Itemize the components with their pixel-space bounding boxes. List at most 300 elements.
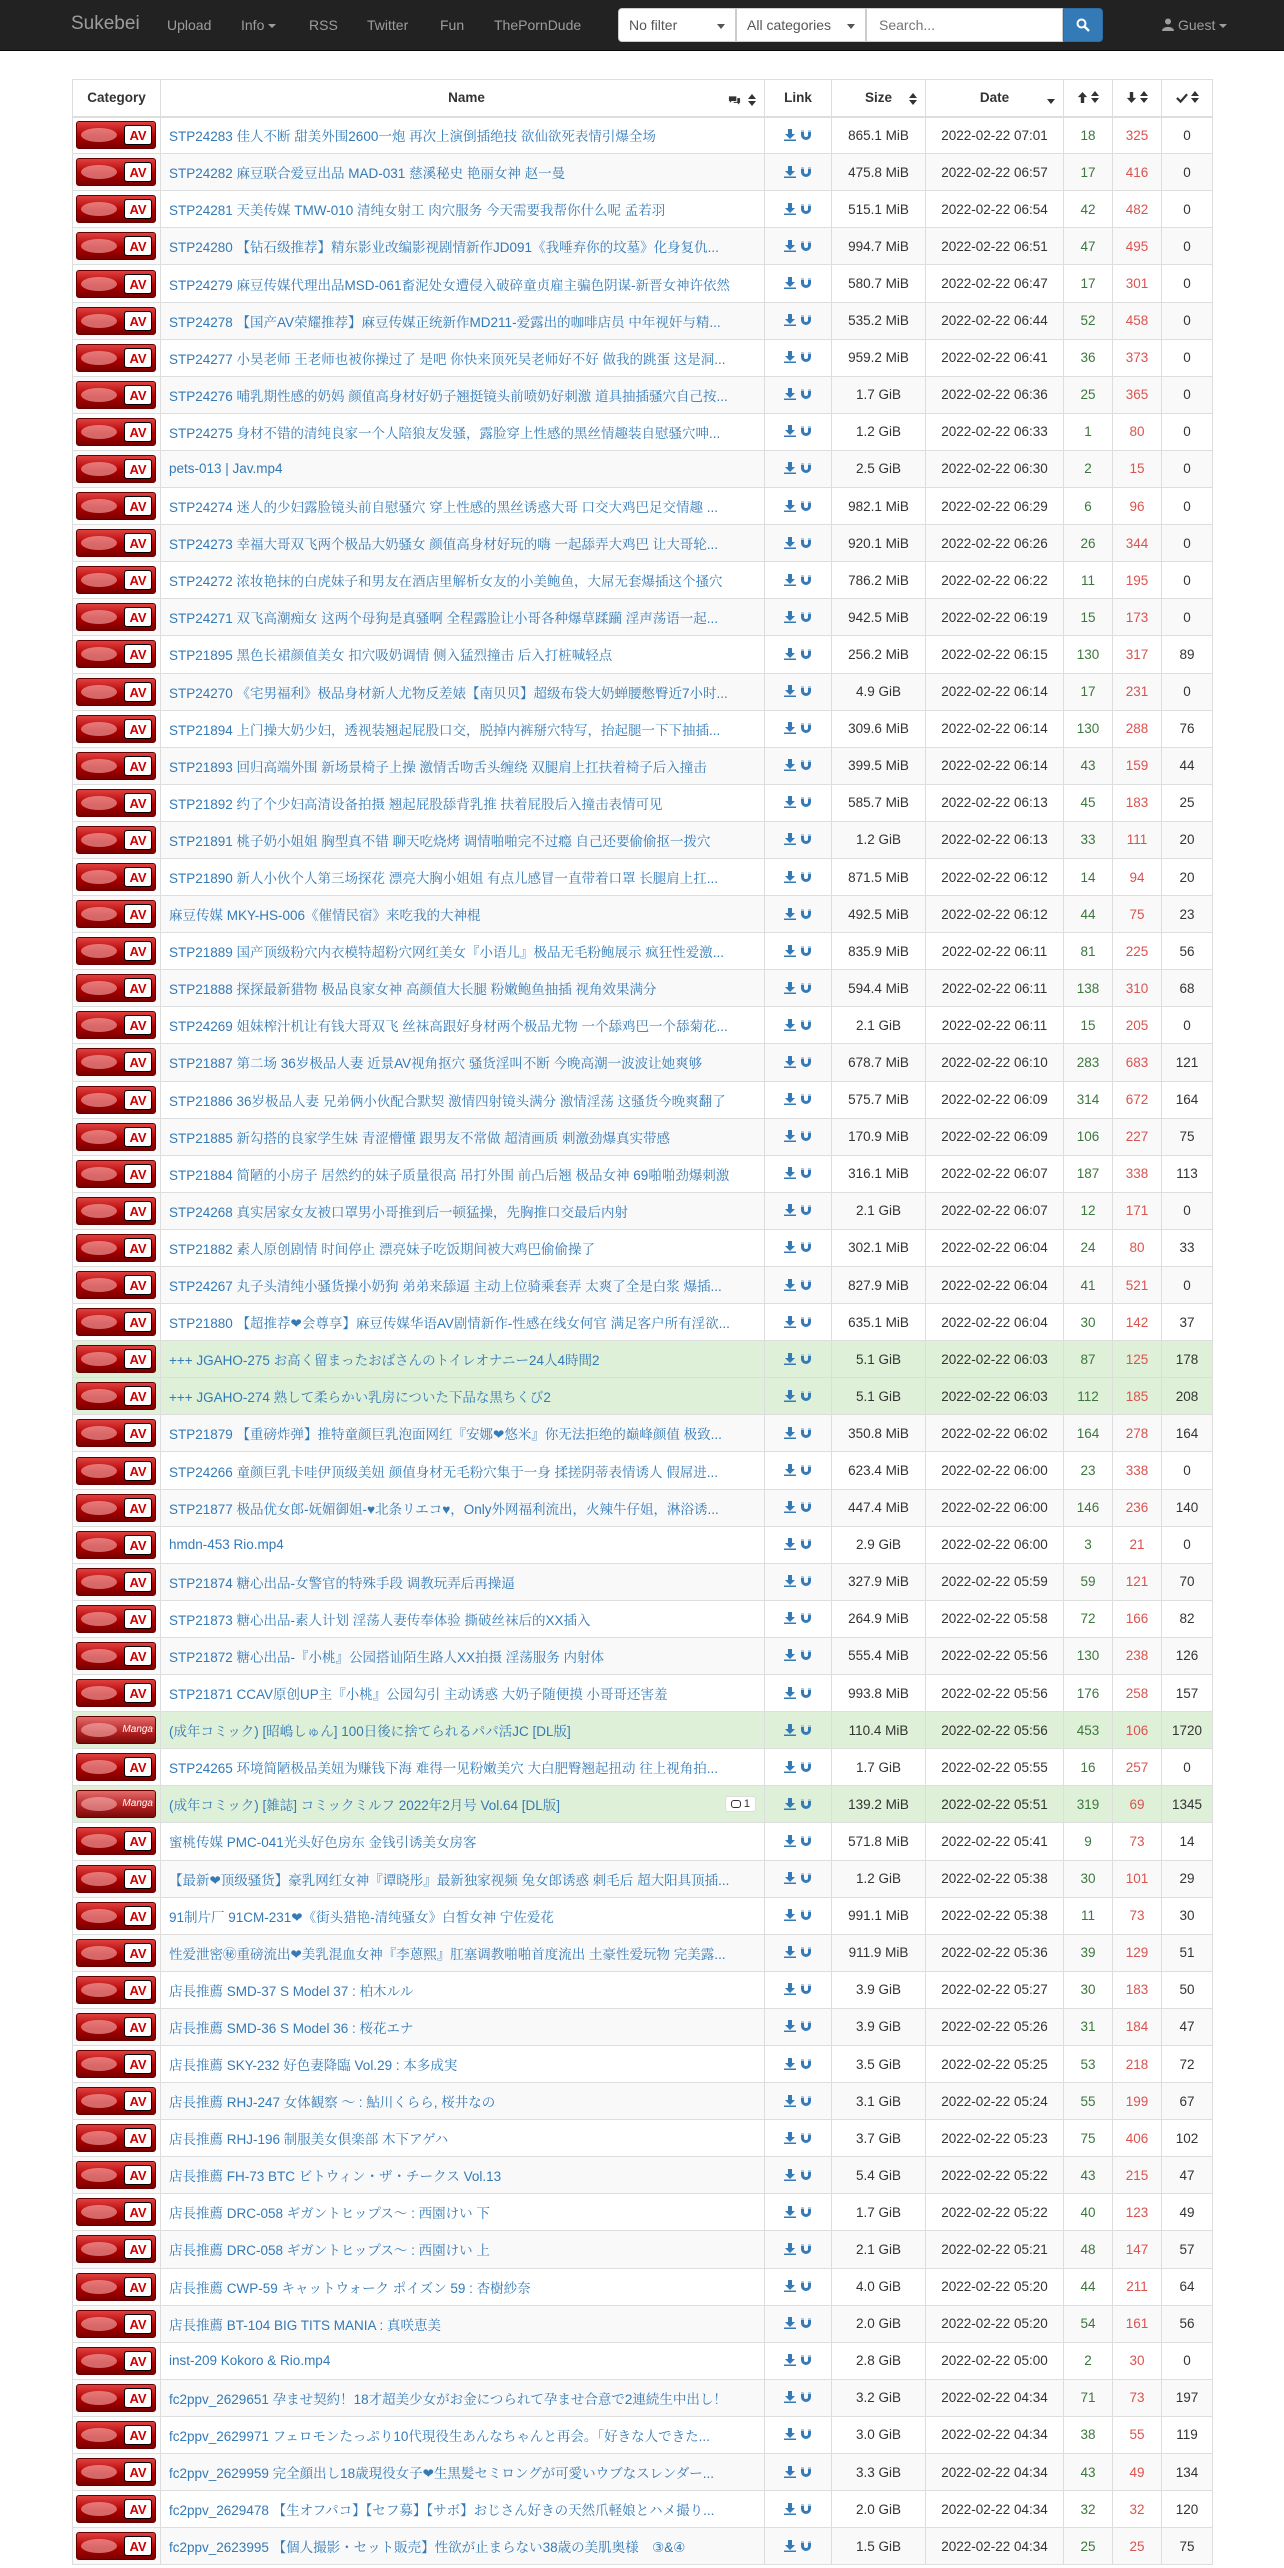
download-icon[interactable] bbox=[784, 2169, 796, 2181]
category-badge-av[interactable] bbox=[76, 307, 156, 335]
torrent-name-link[interactable]: STP21889 国产顶级粉穴内衣模特超粉穴网红美女『小语儿』极品无毛粉鲍展示 疯狂性爱激... bbox=[169, 945, 725, 961]
torrent-name-link[interactable]: STP21874 糖心出品-女警官的特殊手段 调教玩弄后再操逼 bbox=[169, 1575, 515, 1591]
torrent-name-link[interactable]: STP21893 回归高端外围 新场景椅子上操 激情舌吻舌头缠绕 双腿肩上扛扶着椅子后入撞击 bbox=[169, 759, 707, 775]
torrent-name-link[interactable]: STP21888 探探最新猎物 极品良家女神 高颜值大长腿 粉嫩鲍鱼抽插 视角效果满分 bbox=[169, 982, 657, 998]
user-menu[interactable] bbox=[1162, 17, 1227, 33]
magnet-icon[interactable] bbox=[800, 1724, 812, 1736]
magnet-icon[interactable] bbox=[800, 722, 812, 734]
torrent-name-link[interactable]: +++ JGAHO-274 熟して柔らかい乳房についた下品な黒ちくび2 bbox=[169, 1390, 551, 1406]
category-badge-av[interactable] bbox=[76, 863, 156, 891]
torrent-name-link[interactable]: STP24282 麻豆联合爱豆出品 MAD-031 慈溪秘史 艳丽女神 赵一曼 bbox=[169, 166, 566, 182]
magnet-icon[interactable] bbox=[800, 648, 812, 660]
category-badge-av[interactable] bbox=[76, 121, 156, 149]
download-icon[interactable] bbox=[784, 203, 796, 215]
category-badge-av[interactable] bbox=[76, 1457, 156, 1485]
magnet-icon[interactable] bbox=[800, 1983, 812, 1995]
torrent-name-link[interactable]: pets-013 | Jav.mp4 bbox=[169, 461, 283, 477]
torrent-name-link[interactable]: STP21880 【超推荐❤会尊享】麻豆传媒华语AV剧情新作-性感在线女何官 满足客户所有淫欲... bbox=[169, 1316, 730, 1332]
torrent-name-link[interactable]: 店長推薦 RHJ-196 制服美女倶楽部 木下アゲハ bbox=[169, 2132, 449, 2148]
magnet-icon[interactable] bbox=[800, 462, 812, 474]
magnet-icon[interactable] bbox=[800, 1649, 812, 1661]
category-badge-av[interactable] bbox=[76, 1197, 156, 1225]
magnet-icon[interactable] bbox=[800, 425, 812, 437]
category-badge-av[interactable] bbox=[76, 1939, 156, 1967]
category-badge-av[interactable] bbox=[76, 2124, 156, 2152]
torrent-name-link[interactable]: 店長推薦 DRC-058 ギガントヒップス～ : 西園けい 下 bbox=[169, 2206, 490, 2222]
download-icon[interactable] bbox=[784, 2206, 796, 2218]
magnet-icon[interactable] bbox=[800, 611, 812, 623]
torrent-name-link[interactable]: STP21884 简陋的小房子 居然约的妹子质量很高 吊打外围 前凸后翘 极品女神 69啪啪劲爆刺激 bbox=[169, 1167, 730, 1183]
torrent-name-link[interactable]: 店長推薦 BT-104 BIG TITS MANIA : 真咲恵美 bbox=[169, 2317, 442, 2333]
magnet-icon[interactable] bbox=[800, 1612, 812, 1624]
magnet-icon[interactable] bbox=[800, 982, 812, 994]
category-badge-av[interactable] bbox=[76, 900, 156, 928]
magnet-icon[interactable] bbox=[800, 500, 812, 512]
download-icon[interactable] bbox=[784, 2466, 796, 2478]
date-cell: 2022-02-22 05:56 bbox=[926, 1637, 1064, 1674]
nav-fun[interactable]: Fun bbox=[440, 17, 465, 33]
torrent-name-link[interactable]: hmdn-453 Rio.mp4 bbox=[169, 1537, 284, 1553]
badge-image bbox=[81, 1909, 117, 1923]
download-icon[interactable] bbox=[784, 2317, 796, 2329]
category-badge-av[interactable] bbox=[76, 1902, 156, 1930]
magnet-icon[interactable] bbox=[800, 2391, 812, 2403]
category-badge-av[interactable] bbox=[76, 937, 156, 965]
download-icon[interactable] bbox=[784, 2354, 796, 2366]
download-icon[interactable] bbox=[784, 1687, 796, 1699]
torrent-name-link[interactable]: STP21871 CCAV原创UP主『小桃』公园勾引 主动诱惑 大奶子随便摸 小哥哥还害羞 bbox=[169, 1687, 668, 1703]
magnet-icon[interactable] bbox=[800, 1687, 812, 1699]
torrent-name-link[interactable]: STP24275 身材不错的清纯良家一个人陪狼友发骚，露脸穿上性感的黑丝情趣装自慰骚穴呻... bbox=[169, 425, 721, 441]
download-icon[interactable] bbox=[784, 462, 796, 474]
search-input[interactable] bbox=[866, 8, 1063, 42]
download-icon[interactable] bbox=[784, 2280, 796, 2292]
torrent-name-link[interactable]: STP21886 36岁极品人妻 兄弟俩小伙配合默契 激情四射镜头满分 激情淫荡 这骚货今晚爽翻了 bbox=[169, 1093, 726, 1109]
magnet-icon[interactable] bbox=[800, 1241, 812, 1253]
download-icon[interactable] bbox=[784, 1316, 796, 1328]
category-badge-av[interactable] bbox=[76, 2495, 156, 2523]
torrent-name-link[interactable]: STP24273 幸福大哥双飞两个极品大奶骚女 颜值高身材好玩的嗨 一起舔弄大鸡巴 让大哥轮... bbox=[169, 537, 719, 553]
category-badge-manga[interactable] bbox=[76, 1716, 156, 1744]
torrent-name-link[interactable]: STP21872 糖心出品-『小桃』公园搭讪陌生路人XX拍摄 淫荡服务 内射体 bbox=[169, 1649, 605, 1665]
torrent-name-link[interactable]: STP24271 双飞高潮痴女 这两个母狗是真骚啊 全程露脸让小哥各种爆草蹂躏 淫声荡语一起... bbox=[169, 611, 719, 627]
category-badge-av[interactable] bbox=[76, 1086, 156, 1114]
torrent-name-link[interactable]: fc2ppv_2629959 完全顔出し18歳現役女子❤生黒髪セミロングが可愛いウブなスレンダー... bbox=[169, 2466, 715, 2482]
category-badge-av[interactable] bbox=[76, 2013, 156, 2041]
torrent-name-link[interactable]: +++ JGAHO-275 お高く留まったおばさんのトイレオナニー24人4時間2 bbox=[169, 1353, 600, 1369]
download-icon[interactable] bbox=[784, 1019, 796, 1031]
category-badge-av[interactable] bbox=[76, 789, 156, 817]
download-icon[interactable] bbox=[784, 759, 796, 771]
magnet-icon[interactable] bbox=[800, 1798, 812, 1810]
seeders-cell: 40 bbox=[1064, 2194, 1113, 2231]
category-badge-av[interactable] bbox=[76, 1605, 156, 1633]
category-badge-av[interactable] bbox=[76, 603, 156, 631]
header-size[interactable] bbox=[832, 80, 926, 117]
download-icon[interactable] bbox=[784, 314, 796, 326]
download-icon[interactable] bbox=[784, 1946, 796, 1958]
torrent-name-link[interactable]: 性爱泄密㊙重磅流出❤美乳混血女神『李蒽熙』肛塞调教啪啪首度流出 土豪性爱玩物 完美露... bbox=[169, 1946, 726, 1962]
download-icon[interactable] bbox=[784, 945, 796, 957]
magnet-icon[interactable] bbox=[800, 537, 812, 549]
magnet-icon[interactable] bbox=[800, 945, 812, 957]
magnet-icon[interactable] bbox=[800, 2020, 812, 2032]
torrent-name-link[interactable]: STP24267 丸子头清纯小骚货操小奶狗 弟弟来舔逼 主动上位骑乘套弄 太爽了全是白浆 爆插... bbox=[169, 1279, 722, 1295]
category-badge-av[interactable] bbox=[76, 418, 156, 446]
torrent-name-link[interactable]: (成年コミック) [雑誌] コミックミルフ 2022年2月号 Vol.64 [DL版] bbox=[169, 1798, 561, 1814]
header-name[interactable] bbox=[161, 80, 765, 117]
category-badge-av[interactable] bbox=[76, 2050, 156, 2078]
torrent-name-link[interactable]: fc2ppv_2629478 【生オフパコ】【セフ募】【サボ】おじさん好きの天然爪軽娘とハメ撮り... bbox=[169, 2503, 715, 2519]
magnet-icon[interactable] bbox=[800, 1946, 812, 1958]
category-badge-av[interactable] bbox=[76, 974, 156, 1002]
header-seeders[interactable] bbox=[1064, 80, 1113, 117]
magnet-icon[interactable] bbox=[800, 2095, 812, 2107]
magnet-icon[interactable] bbox=[800, 1427, 812, 1439]
download-icon[interactable] bbox=[784, 2428, 796, 2440]
magnet-icon[interactable] bbox=[800, 166, 812, 178]
category-badge-av[interactable] bbox=[76, 1271, 156, 1299]
header-leechers[interactable] bbox=[1113, 80, 1162, 117]
torrent-name-link[interactable]: 店長推薦 FH-73 BTC ビトウィン・ザ・チークス Vol.13 bbox=[169, 2169, 502, 2185]
torrent-name-link[interactable]: STP24278 【国产AV荣耀推荐】麻豆传媒正统新作MD211-爱露出的咖啡店员 中年视奸与精... bbox=[169, 314, 721, 330]
torrent-name-link[interactable]: 店長推薦 SMD-37 S Model 37 : 柏木ルル bbox=[169, 1983, 414, 1999]
category-badge-av[interactable] bbox=[76, 381, 156, 409]
torrent-name-link[interactable]: 麻豆传媒 MKY-HS-006《催情民宿》来吃我的大神棍 bbox=[169, 908, 481, 924]
badge-image bbox=[81, 314, 117, 328]
magnet-icon[interactable] bbox=[800, 2317, 812, 2329]
category-badge-av[interactable] bbox=[76, 1679, 156, 1707]
category-badge-av[interactable] bbox=[76, 2235, 156, 2263]
category-badge-av[interactable] bbox=[76, 566, 156, 594]
download-icon[interactable] bbox=[784, 982, 796, 994]
magnet-icon[interactable] bbox=[800, 685, 812, 697]
download-icon[interactable] bbox=[784, 500, 796, 512]
category-badge-av[interactable] bbox=[76, 2161, 156, 2189]
magnet-icon[interactable] bbox=[800, 574, 812, 586]
category-badge-av[interactable] bbox=[76, 344, 156, 372]
magnet-icon[interactable] bbox=[800, 2169, 812, 2181]
download-icon[interactable] bbox=[784, 277, 796, 289]
badge-image bbox=[81, 277, 117, 291]
torrent-name-link[interactable]: STP24276 哺乳期性感的奶妈 颜值高身材好奶子翘挺镜头前喷奶好刺激 道具抽插骚穴自己按... bbox=[169, 388, 728, 404]
category-select[interactable] bbox=[736, 8, 866, 42]
magnet-icon[interactable] bbox=[800, 1093, 812, 1105]
download-icon[interactable] bbox=[784, 1241, 796, 1253]
download-icon[interactable] bbox=[784, 1872, 796, 1884]
magnet-icon[interactable] bbox=[800, 1019, 812, 1031]
category-badge-av[interactable] bbox=[76, 1382, 156, 1410]
magnet-icon[interactable] bbox=[800, 2280, 812, 2292]
download-icon[interactable] bbox=[784, 1353, 796, 1365]
category-badge-av[interactable] bbox=[76, 1827, 156, 1855]
magnet-icon[interactable] bbox=[800, 2206, 812, 2218]
torrent-name-link[interactable]: STP21882 素人原创剧情 时间停止 漂亮妹子吃饭期间被大鸡巴偷偷操了 bbox=[169, 1241, 596, 1257]
link-cell bbox=[765, 747, 832, 784]
download-icon[interactable] bbox=[784, 1575, 796, 1587]
torrent-name-link[interactable]: fc2ppv_2623995 【個人撮影・セット販売】性欲が止まらない38歳の美肌奥様 ③&④ bbox=[169, 2540, 686, 2556]
download-icon[interactable] bbox=[784, 611, 796, 623]
magnet-icon[interactable] bbox=[800, 796, 812, 808]
download-icon[interactable] bbox=[784, 908, 796, 920]
magnet-icon[interactable] bbox=[800, 1501, 812, 1513]
sort-icon[interactable] bbox=[748, 94, 756, 106]
magnet-icon[interactable] bbox=[800, 129, 812, 141]
torrent-name-link[interactable]: 店長推薦 SKY-232 好色妻降臨 Vol.29 : 本多成実 bbox=[169, 2058, 458, 2074]
download-icon[interactable] bbox=[784, 1835, 796, 1847]
category-badge-av[interactable] bbox=[76, 1568, 156, 1596]
category-badge-av[interactable] bbox=[76, 1048, 156, 1076]
search-button[interactable] bbox=[1063, 8, 1103, 42]
magnet-icon[interactable] bbox=[800, 2466, 812, 2478]
magnet-icon[interactable] bbox=[800, 1835, 812, 1847]
magnet-icon[interactable] bbox=[800, 277, 812, 289]
magnet-icon[interactable] bbox=[800, 1575, 812, 1587]
category-badge-av[interactable] bbox=[76, 195, 156, 223]
magnet-icon[interactable] bbox=[800, 388, 812, 400]
torrent-name-link[interactable]: STP24265 环境简陋极品美妞为赚钱下海 难得一见粉嫩美穴 大白肥臀翘起扭动 往上视角拍... bbox=[169, 1761, 719, 1777]
torrent-name-link[interactable]: STP24274 迷人的少妇露脸镜头前自慰骚穴 穿上性感的黑丝诱惑大哥 口交大鸡巴足交情趣 ... bbox=[169, 500, 719, 516]
category-badge-av[interactable] bbox=[76, 1160, 156, 1188]
magnet-icon[interactable] bbox=[800, 203, 812, 215]
torrent-name-link[interactable]: STP24269 姐妹榨汁机让有钱大哥双飞 丝袜高跟好身材两个极品尤物 一个舔鸡巴一个舔菊花... bbox=[169, 1019, 728, 1035]
nav-rss[interactable]: RSS bbox=[309, 17, 338, 33]
download-icon[interactable] bbox=[784, 240, 796, 252]
nav-info[interactable] bbox=[241, 17, 276, 33]
category-badge-av[interactable] bbox=[76, 640, 156, 668]
download-icon[interactable] bbox=[784, 2095, 796, 2107]
filter-select[interactable] bbox=[618, 8, 736, 42]
torrent-name-link[interactable]: inst-209 Kokoro & Rio.mp4 bbox=[169, 2353, 331, 2369]
download-icon[interactable] bbox=[784, 648, 796, 660]
category-badge-av[interactable] bbox=[76, 492, 156, 520]
download-icon[interactable] bbox=[784, 2391, 796, 2403]
magnet-icon[interactable] bbox=[800, 1316, 812, 1328]
torrent-name-link[interactable]: STP21891 桃子奶小姐姐 胸型真不错 聊天吃烧烤 调情啪啪完不过瘾 自己还要偷偷抠一拨穴 bbox=[169, 833, 711, 849]
category-badge-av[interactable] bbox=[76, 1308, 156, 1336]
magnet-icon[interactable] bbox=[800, 871, 812, 883]
nav-twitter[interactable]: Twitter bbox=[367, 17, 409, 33]
download-icon[interactable] bbox=[784, 796, 796, 808]
torrent-name-link[interactable]: STP24277 小昊老师 王老师也被你操过了 是吧 你快来顶死吴老师好不好 做我的跳蛋 这是洞... bbox=[169, 351, 726, 367]
torrent-name-link[interactable]: 店長推薦 RHJ-247 女体観察 ～ : 鮎川くらら, 桜井なの bbox=[169, 2095, 496, 2111]
magnet-icon[interactable] bbox=[800, 1056, 812, 1068]
category-badge-av[interactable] bbox=[76, 2273, 156, 2301]
category-badge-manga[interactable] bbox=[76, 1790, 156, 1818]
date-cell: 2022-02-22 05:58 bbox=[926, 1600, 1064, 1637]
download-icon[interactable] bbox=[784, 1798, 796, 1810]
category-badge-av[interactable] bbox=[76, 270, 156, 298]
badge-image bbox=[81, 239, 117, 253]
category-badge-av[interactable] bbox=[76, 678, 156, 706]
download-icon[interactable] bbox=[784, 1093, 796, 1105]
category-badge-av[interactable] bbox=[76, 1234, 156, 1262]
magnet-icon[interactable] bbox=[800, 2243, 812, 2255]
download-icon[interactable] bbox=[784, 129, 796, 141]
category-badge-av[interactable] bbox=[76, 1011, 156, 1039]
download-icon[interactable] bbox=[784, 722, 796, 734]
magnet-icon[interactable] bbox=[800, 1538, 812, 1550]
category-badge-av[interactable] bbox=[76, 1123, 156, 1151]
category-badge-av[interactable] bbox=[76, 1494, 156, 1522]
torrent-name-link[interactable]: 店長推薦 DRC-058 ギガントヒップス～ : 西園けい 上 bbox=[169, 2243, 490, 2259]
magnet-icon[interactable] bbox=[800, 1167, 812, 1179]
magnet-icon[interactable] bbox=[800, 833, 812, 845]
table-row bbox=[73, 154, 1213, 191]
category-badge-av[interactable] bbox=[76, 455, 156, 483]
magnet-icon[interactable] bbox=[800, 759, 812, 771]
download-icon[interactable] bbox=[784, 1390, 796, 1402]
category-badge-av[interactable] bbox=[76, 2087, 156, 2115]
magnet-icon[interactable] bbox=[800, 240, 812, 252]
download-icon[interactable] bbox=[784, 1983, 796, 1995]
download-icon[interactable] bbox=[784, 2540, 796, 2552]
torrent-name-link[interactable]: fc2ppv_2629651 孕ませ契約！18才超美少女がお金につられて孕ませ合意で2連続生中出し！ bbox=[169, 2391, 727, 2407]
category-badge-av[interactable] bbox=[76, 2384, 156, 2412]
download-icon[interactable] bbox=[784, 166, 796, 178]
header-downloads[interactable] bbox=[1162, 80, 1213, 117]
download-icon[interactable] bbox=[784, 425, 796, 437]
nav-theporndude[interactable]: ThePornDude bbox=[494, 17, 582, 33]
download-icon[interactable] bbox=[784, 351, 796, 363]
torrent-name-link[interactable]: STP24272 浓妆艳抹的白虎妹子和男友在酒店里解析女友的小美鲍鱼，大屌无套爆插这个搔穴 bbox=[169, 574, 723, 590]
download-icon[interactable] bbox=[784, 1464, 796, 1476]
link-cell bbox=[765, 1823, 832, 1860]
download-icon[interactable] bbox=[784, 871, 796, 883]
torrent-name-link[interactable]: STP21892 约了个少妇高清设备拍摄 翘起屁股舔背乳推 扶着屁股后入撞击表情可见 bbox=[169, 796, 663, 812]
torrent-name-link[interactable]: STP24280 【钻石级推荐】精东影业改编影视剧情新作JD091《我唾弃你的坟墓》化身复仇... bbox=[169, 240, 719, 256]
category-badge-av[interactable] bbox=[76, 2458, 156, 2486]
download-icon[interactable] bbox=[784, 1130, 796, 1142]
category-badge-av[interactable] bbox=[76, 1976, 156, 2004]
category-badge-av[interactable] bbox=[76, 1753, 156, 1781]
download-icon[interactable] bbox=[784, 2503, 796, 2515]
magnet-icon[interactable] bbox=[800, 2428, 812, 2440]
category-badge-av[interactable] bbox=[76, 1642, 156, 1670]
torrent-name-link[interactable]: STP24283 佳人不断 甜美外围2600一炮 再次上演倒插绝技 欲仙欲死表情引爆全场 bbox=[169, 129, 656, 145]
download-icon[interactable] bbox=[784, 685, 796, 697]
torrent-name-link[interactable]: 蜜桃传媒 PMC-041光头好色房东 金钱引诱美女房客 bbox=[169, 1835, 477, 1851]
download-icon[interactable] bbox=[784, 1649, 796, 1661]
magnet-icon[interactable] bbox=[800, 1204, 812, 1216]
nav-upload[interactable]: Upload bbox=[167, 17, 212, 33]
magnet-icon[interactable] bbox=[800, 2503, 812, 2515]
magnet-icon[interactable] bbox=[800, 1464, 812, 1476]
date-cell: 2022-02-22 05:38 bbox=[926, 1860, 1064, 1897]
leechers-cell: 406 bbox=[1113, 2120, 1162, 2157]
category-badge-av[interactable] bbox=[76, 158, 156, 186]
category-badge-av[interactable] bbox=[76, 529, 156, 557]
seeders-cell: 75 bbox=[1064, 2120, 1113, 2157]
torrent-name-link[interactable]: STP24279 麻豆传媒代理出品MSD-061畜泥处女遭侵入破碎童贞雇主骗色阴谋-新晋女神许依然 bbox=[169, 277, 731, 293]
magnet-icon[interactable] bbox=[800, 1909, 812, 1921]
category-badge-av[interactable] bbox=[76, 715, 156, 743]
magnet-icon[interactable] bbox=[800, 908, 812, 920]
category-badge-av[interactable] bbox=[76, 826, 156, 854]
magnet-icon[interactable] bbox=[800, 1761, 812, 1773]
torrent-name-link[interactable]: STP24268 真实居家女友被口罩男小哥推到后一顿猛操，先胸推口交最后内射 bbox=[169, 1204, 629, 1220]
magnet-icon[interactable] bbox=[800, 1390, 812, 1402]
comments-icon[interactable] bbox=[728, 94, 741, 107]
torrent-name-link[interactable]: STP21879 【重磅炸弹】推特童颜巨乳泡面网红『安娜❤悠米』你无法拒绝的巅峰颜值 极致... bbox=[169, 1427, 722, 1443]
torrent-name-link[interactable]: STP24266 童颜巨乳卡哇伊顶级美妞 颜值身材无毛粉穴集于一身 揉搓阴蒂表情诱人 假屌进... bbox=[169, 1464, 719, 1480]
category-badge-av[interactable] bbox=[76, 2310, 156, 2338]
torrent-name-link[interactable]: (成年コミック) [昭嶋しゅん] 100日後に捨てられるパパ活JC [DL版] bbox=[169, 1724, 571, 1740]
category-badge-av[interactable] bbox=[76, 2198, 156, 2226]
download-icon[interactable] bbox=[784, 1279, 796, 1291]
torrent-name-link[interactable]: STP24270 《宅男福利》极品身材新人尤物反差婊【南贝贝】超级布袋大奶蝉腰憋臀近7小时... bbox=[169, 685, 728, 701]
torrent-name-link[interactable]: STP24281 天美传媒 TMW-010 清纯女射工 肉穴服务 今天需要我帮你什么呢 孟若羽 bbox=[169, 203, 666, 219]
download-icon[interactable] bbox=[784, 1724, 796, 1736]
category-badge-av[interactable] bbox=[76, 752, 156, 780]
seeders-cell: 43 bbox=[1064, 2157, 1113, 2194]
torrent-name-link[interactable]: STP21887 第二场 36岁极品人妻 近景AV视角抠穴 骚货淫叫不断 今晚高潮一波波让她爽够 bbox=[169, 1056, 703, 1072]
category-badge-av[interactable] bbox=[76, 1865, 156, 1893]
comment-count[interactable] bbox=[725, 1796, 756, 1812]
category-badge-av[interactable] bbox=[76, 1345, 156, 1373]
category-badge-av[interactable] bbox=[76, 1531, 156, 1559]
download-icon[interactable] bbox=[784, 1501, 796, 1513]
download-icon[interactable] bbox=[784, 1056, 796, 1068]
download-icon[interactable] bbox=[784, 1612, 796, 1624]
download-icon[interactable] bbox=[784, 1204, 796, 1216]
download-icon[interactable] bbox=[784, 2058, 796, 2070]
torrent-name-link[interactable]: STP21895 黑色长裙颜值美女 扣穴吸奶调情 侧入猛烈撞击 后入打桩喊轻点 bbox=[169, 648, 613, 664]
category-badge-av[interactable] bbox=[76, 1419, 156, 1447]
torrent-name-link[interactable]: STP21873 糖心出品-素人计划 淫荡人妻传奉体验 撕破丝袜后的XX插入 bbox=[169, 1612, 591, 1628]
download-icon[interactable] bbox=[784, 1909, 796, 1921]
category-badge-av[interactable] bbox=[76, 2347, 156, 2375]
torrent-name-link[interactable]: STP21890 新人小伙个人第三场探花 漂亮大胸小姐姐 有点儿感冒一直带着口罩 长腿肩上扛... bbox=[169, 871, 719, 887]
magnet-icon[interactable] bbox=[800, 2132, 812, 2144]
brand-logo[interactable]: Sukebei bbox=[71, 13, 140, 34]
magnet-icon[interactable] bbox=[800, 314, 812, 326]
torrent-name-link[interactable]: 【最新❤顶级骚货】豪乳网红女神『谭晓彤』最新独家视频 兔女郎诱惑 刺毛后 超大阳具顶插... bbox=[169, 1872, 730, 1888]
download-icon[interactable] bbox=[784, 1167, 796, 1179]
magnet-icon[interactable] bbox=[800, 2354, 812, 2366]
torrent-name-link[interactable]: STP21894 上门操大奶少妇，透视装翘起屁股口交，脱掉内裤掰穴特写，抬起腿一下下抽插... bbox=[169, 722, 721, 738]
download-icon[interactable] bbox=[784, 2020, 796, 2032]
torrent-name-link[interactable]: STP21885 新勾搭的良家学生妹 青涩懵懂 跟男友不常做 超清画质 刺激劲爆真实带感 bbox=[169, 1130, 671, 1146]
download-icon[interactable] bbox=[784, 537, 796, 549]
download-icon[interactable] bbox=[784, 2243, 796, 2255]
torrent-name-link[interactable]: 店長推薦 SMD-36 S Model 36 : 桜花エナ bbox=[169, 2020, 414, 2036]
torrent-name-link[interactable]: 91制片厂 91CM-231❤《街头猎艳-清纯骚女》白皙女神 宁佐爱花 bbox=[169, 1909, 554, 1925]
category-badge-av[interactable] bbox=[76, 232, 156, 260]
magnet-icon[interactable] bbox=[800, 1130, 812, 1142]
download-icon[interactable] bbox=[784, 833, 796, 845]
download-icon[interactable] bbox=[784, 388, 796, 400]
badge-image bbox=[81, 2354, 117, 2368]
magnet-icon[interactable] bbox=[800, 1353, 812, 1365]
category-badge-av[interactable] bbox=[76, 2421, 156, 2449]
magnet-icon[interactable] bbox=[800, 1872, 812, 1884]
category-badge-av[interactable] bbox=[76, 2532, 156, 2560]
download-icon[interactable] bbox=[784, 2132, 796, 2144]
magnet-icon[interactable] bbox=[800, 1279, 812, 1291]
magnet-icon[interactable] bbox=[800, 2058, 812, 2070]
magnet-icon[interactable] bbox=[800, 2540, 812, 2552]
torrent-name-link[interactable]: STP21877 极品优女郎-妩媚御姐-♥北条リエコ♥，Only外网福利流出，火辣牛仔姐，淋浴诱... bbox=[169, 1501, 719, 1517]
download-icon[interactable] bbox=[784, 1761, 796, 1773]
download-icon[interactable] bbox=[784, 1538, 796, 1550]
download-icon[interactable] bbox=[784, 574, 796, 586]
download-icon[interactable] bbox=[784, 1427, 796, 1439]
torrent-name-link[interactable]: 店長推薦 CWP-59 キャットウォーク ポイズン 59 : 杏樹紗奈 bbox=[169, 2280, 531, 2296]
torrent-name-link[interactable]: fc2ppv_2629971 フェロモンたっぷり10代現役生あんなちゃんと再会。「好きな人できた... bbox=[169, 2428, 710, 2444]
magnet-icon[interactable] bbox=[800, 351, 812, 363]
header-date[interactable] bbox=[926, 80, 1064, 117]
